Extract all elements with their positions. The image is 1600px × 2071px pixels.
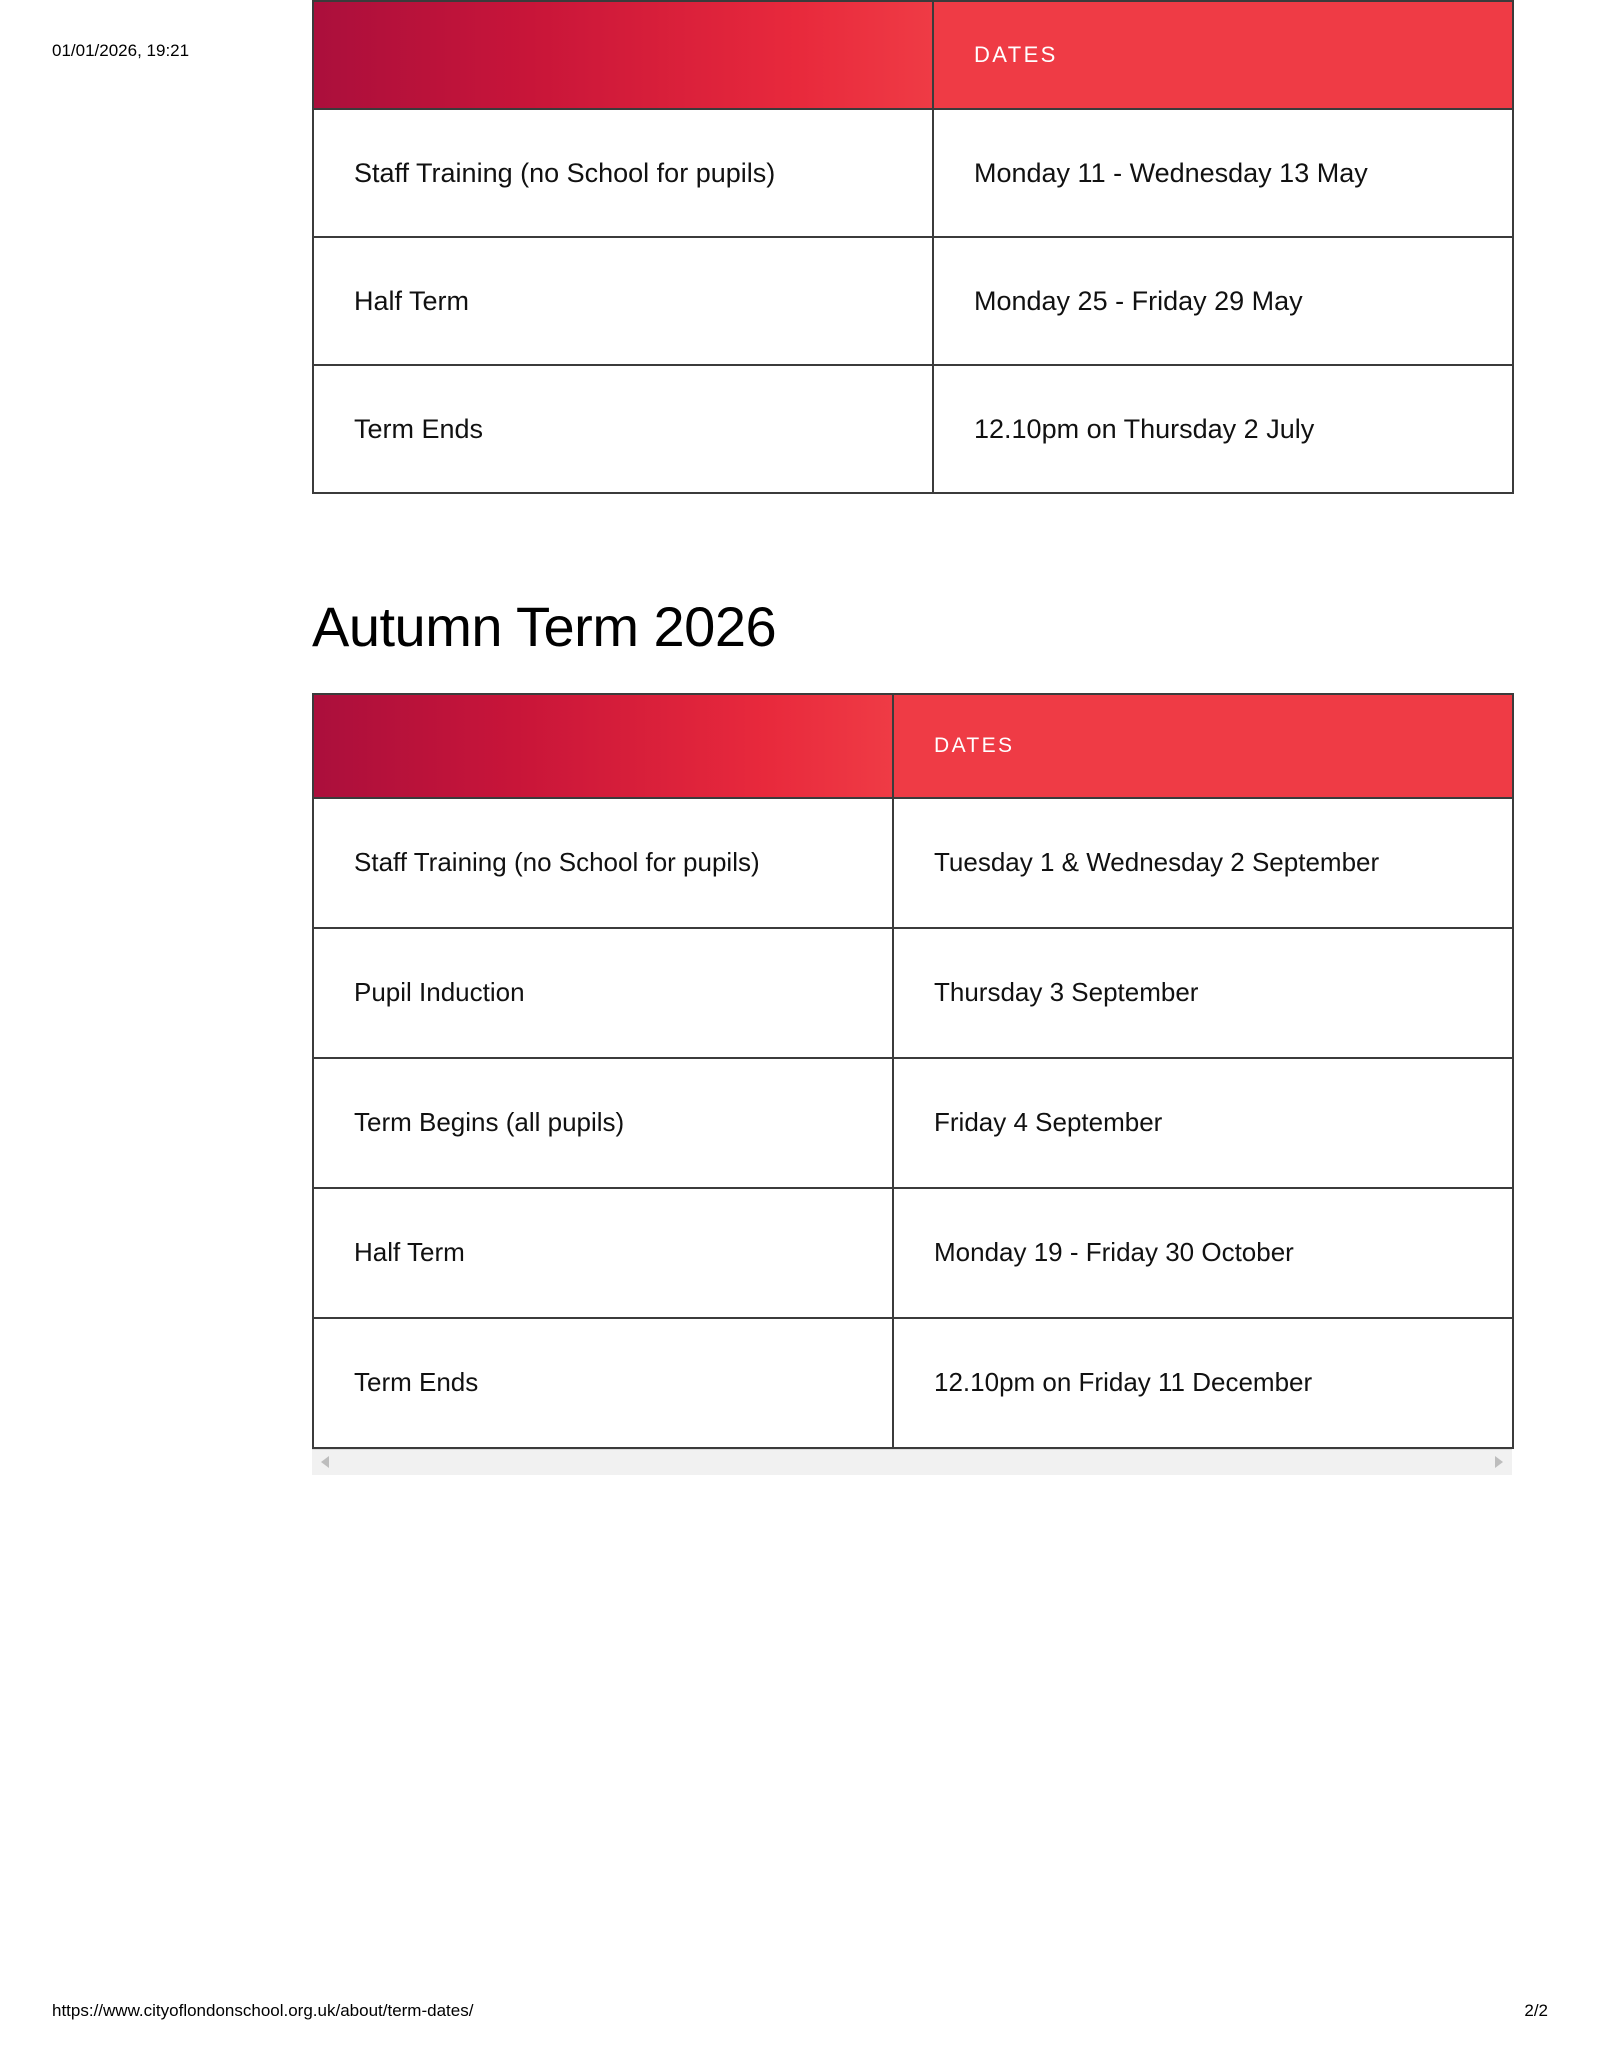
cell-dates: Monday 19 - Friday 30 October <box>893 1188 1513 1318</box>
triangle-right-icon <box>1492 1454 1506 1470</box>
cell-dates: 12.10pm on Friday 11 December <box>893 1318 1513 1448</box>
table-head <box>313 694 1513 798</box>
print-footer <box>0 2001 1600 2023</box>
column-header-dates: DATES <box>893 694 1513 798</box>
scroll-left-button[interactable] <box>312 1449 338 1475</box>
table-head <box>313 1 1513 109</box>
cell-event: Term Begins (all pupils) <box>313 1058 893 1188</box>
cell-dates: Tuesday 1 & Wednesday 2 September <box>893 798 1513 928</box>
cell-event: Staff Training (no School for pupils) <box>313 109 933 237</box>
cell-event: Half Term <box>313 237 933 365</box>
cell-dates: Friday 4 September <box>893 1058 1513 1188</box>
table-row <box>313 1188 1513 1318</box>
table-header-row <box>313 694 1513 798</box>
cell-dates: Monday 25 - Friday 29 May <box>933 237 1513 365</box>
print-footer-url: https://www.cityoflondonschool.org.uk/about/term-dates/ <box>52 2001 474 2020</box>
print-footer-page-number: 2/2 <box>1524 2001 1548 2020</box>
cell-event: Half Term <box>313 1188 893 1318</box>
cell-dates: Monday 11 - Wednesday 13 May <box>933 109 1513 237</box>
table-row <box>313 365 1513 493</box>
table-row <box>313 928 1513 1058</box>
section-spacer <box>312 494 1512 598</box>
table-body <box>313 109 1513 493</box>
column-header-dates: DATES <box>933 1 1513 109</box>
table-row <box>313 798 1513 928</box>
scroll-track[interactable] <box>338 1449 1486 1475</box>
autumn-term-heading: Autumn Term 2026 <box>312 595 777 658</box>
print-header-date: 01/01/2026, 19:21 <box>52 41 190 60</box>
column-header-event <box>313 1 933 109</box>
summer-term-table-continued <box>312 0 1514 494</box>
table-row <box>313 1058 1513 1188</box>
table-row <box>313 109 1513 237</box>
triangle-left-icon <box>318 1454 332 1470</box>
cell-event: Term Ends <box>313 365 933 493</box>
table-header-row <box>313 1 1513 109</box>
table-row <box>313 237 1513 365</box>
table-row <box>313 1318 1513 1448</box>
cell-dates: 12.10pm on Thursday 2 July <box>933 365 1513 493</box>
cell-dates: Thursday 3 September <box>893 928 1513 1058</box>
cell-event: Pupil Induction <box>313 928 893 1058</box>
cell-event: Staff Training (no School for pupils) <box>313 798 893 928</box>
cell-event: Term Ends <box>313 1318 893 1448</box>
page-content <box>312 0 1512 1475</box>
table-body <box>313 798 1513 1448</box>
autumn-term-2026-table <box>312 693 1514 1449</box>
table-horizontal-scrollbar[interactable] <box>312 1449 1512 1475</box>
scroll-right-button[interactable] <box>1486 1449 1512 1475</box>
column-header-event <box>313 694 893 798</box>
